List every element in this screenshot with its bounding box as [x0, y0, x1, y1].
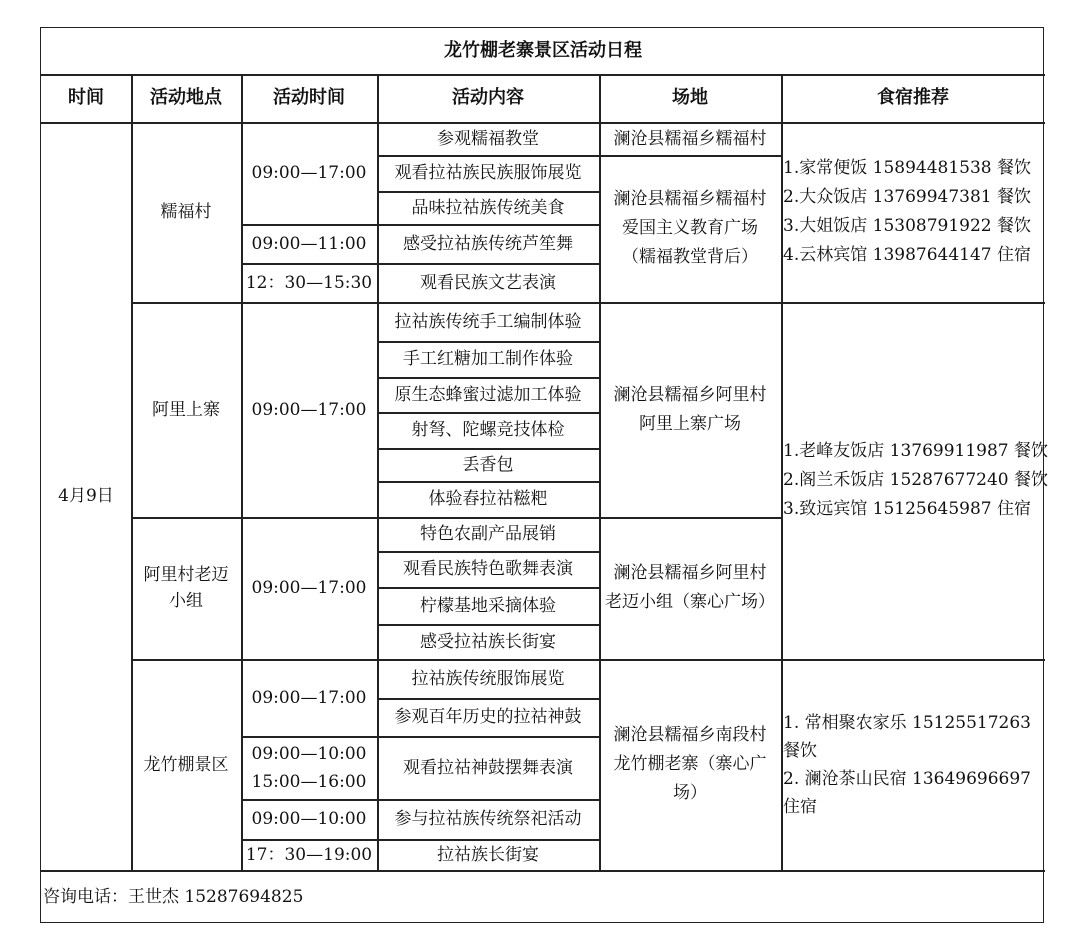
- location-longzhu: 龙竹棚景区: [143, 754, 229, 775]
- activity-item: 拉祜族传统手工编制体验: [394, 311, 582, 332]
- food-item: 2.大众饭店 13769947381 餐饮: [783, 187, 1032, 207]
- food-item: 4.云林宾馆 13987644147 住宿: [783, 245, 1032, 265]
- venue-cell: [599, 302, 781, 517]
- venue-line: （糯福教堂背后）: [622, 247, 758, 267]
- venue-line: 场）: [673, 783, 707, 803]
- activity-item: 观看民族特色歌舞表演: [403, 559, 573, 579]
- time-slot: 09:00—17:00: [251, 687, 367, 708]
- time-slot: 12：30—15:30: [245, 272, 373, 293]
- venue-line: 澜沧县糯福乡阿里村: [613, 384, 767, 405]
- activity-item: 射弩、陀螺竞技体检: [411, 420, 565, 440]
- activity-item: 柠檬基地采摘体验: [420, 595, 556, 616]
- venue-cell: [599, 155, 781, 302]
- food-item: 住宿: [783, 796, 817, 817]
- activity-item: 原生态蜂蜜过滤加工体验: [394, 384, 582, 405]
- venue-line: 澜沧县糯福乡阿里村: [613, 563, 767, 583]
- activity-item: 拉祜族传统服饰展览: [411, 668, 565, 689]
- time-line: 09:00—10:00: [251, 743, 367, 764]
- header-activity-time: 活动时间: [273, 87, 345, 108]
- venue-line: 爱国主义教育广场: [622, 218, 758, 238]
- time-slot: [241, 736, 377, 799]
- activity-item: 感受拉祜族传统芦笙舞: [403, 233, 573, 254]
- venue-line: 澜沧县糯福乡糯福村: [613, 189, 767, 209]
- header-time: 时间: [68, 87, 104, 108]
- location-line: 小组: [169, 591, 203, 611]
- activity-item: 手工红糖加工制作体验: [403, 349, 573, 369]
- location-nuofu: 糯福村: [160, 202, 212, 222]
- food-item: 2. 澜沧茶山民宿 13649696697: [783, 768, 1032, 789]
- schedule-table: [40, 27, 1049, 923]
- food-list-nuofu: [783, 122, 1045, 302]
- food-item: 2.阁兰禾饭店 15287677240 餐饮: [783, 470, 1049, 490]
- venue-line: 龙竹棚老寨（寨心广: [613, 754, 767, 774]
- time-line: 15:00—16:00: [251, 771, 367, 792]
- page-title: 龙竹棚老寨景区活动日程: [444, 40, 642, 61]
- contact-line: 咨询电话：王世杰 15287694825: [43, 887, 304, 907]
- venue-line: 阿里上寨广场: [639, 413, 741, 434]
- header-location: 活动地点: [150, 87, 222, 108]
- venue-cell: 澜沧县糯福乡糯福村: [613, 128, 767, 149]
- venue-line: 老迈小组（寨心广场）: [605, 592, 775, 612]
- time-slot: 09:00—10:00: [251, 809, 367, 829]
- location-line: 阿里村老迈: [143, 565, 229, 585]
- header-activity-content: 活动内容: [452, 87, 524, 108]
- food-item: 餐饮: [783, 740, 817, 761]
- venue-cell: [599, 659, 781, 870]
- activity-item: 感受拉祜族长街宴: [420, 631, 556, 652]
- time-slot: 09:00—17:00: [251, 399, 367, 420]
- food-item: 3.大姐饭店 15308791922 餐饮: [783, 216, 1032, 236]
- date-cell: 4月9日: [58, 486, 114, 506]
- food-item: 1.家常便饭 15894481538 餐饮: [783, 158, 1032, 178]
- venue-line: 澜沧县糯福乡南段村: [613, 725, 767, 745]
- food-item: 1.老峰友饭店 13769911987 餐饮: [783, 441, 1049, 461]
- location-alishang: 阿里上寨: [152, 399, 220, 420]
- activity-item: 参与拉祜族传统祭祀活动: [394, 809, 582, 829]
- activity-item: 品味拉祜族传统美食: [411, 197, 565, 218]
- time-slot: 09:00—11:00: [251, 233, 367, 254]
- activity-item: 观看拉祜神鼓摆舞表演: [403, 757, 573, 778]
- venue-cell: [599, 517, 781, 659]
- activity-item: 参观百年历史的拉祜神鼓: [394, 707, 582, 727]
- activity-item: 丢香包: [462, 454, 514, 475]
- header-food-lodging: 食宿推荐: [877, 87, 949, 108]
- food-list-ali: [783, 302, 1049, 659]
- activity-item: 参观糯福教堂: [437, 128, 539, 149]
- activity-item: 体验舂拉祜糍粑: [428, 489, 548, 509]
- time-slot: 17：30—19:00: [245, 844, 373, 865]
- activity-item: 观看民族文艺表演: [420, 272, 556, 293]
- location-alilaomai: [131, 517, 241, 659]
- time-slot: 09:00—17:00: [251, 163, 367, 183]
- header-venue: 场地: [672, 87, 708, 108]
- food-item: 1. 常相聚农家乐 15125517263: [783, 712, 1032, 733]
- food-item: 3.致远宾馆 15125645987 住宿: [783, 499, 1032, 519]
- food-list-longzhu: [783, 659, 1045, 870]
- activity-item: 观看拉祜族民族服饰展览: [394, 163, 582, 183]
- activity-item: 拉祜族长街宴: [437, 844, 539, 865]
- activity-item: 特色农副产品展销: [420, 524, 556, 544]
- time-slot: 09:00—17:00: [251, 578, 367, 598]
